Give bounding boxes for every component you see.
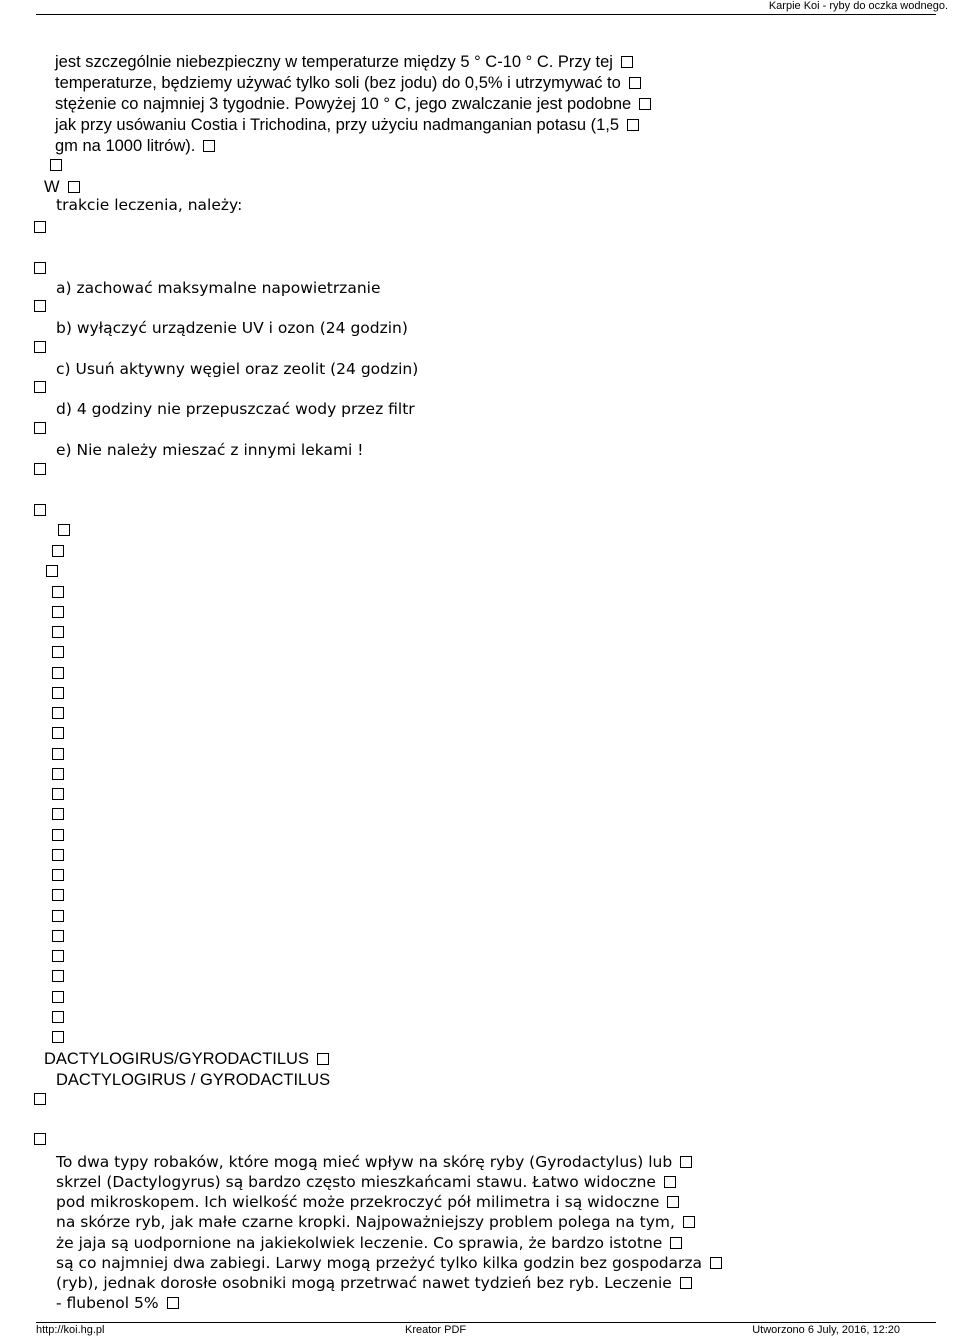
box-glyph	[50, 159, 62, 171]
para1-text: temperaturze, będziemy używać tylko soli (bez jodu) do 0,5% i utrzymywać to	[55, 74, 621, 92]
box-glyph	[52, 991, 64, 1003]
box-glyph	[52, 808, 64, 820]
para2-text: że jaja są uodpornione na jakiekolwiek leczenie. Co sprawia, że bardzo istotne	[56, 1234, 663, 1252]
box-glyph	[52, 748, 64, 760]
box-glyph	[52, 910, 64, 922]
para1-line	[55, 94, 651, 114]
para2-text: - flubenol 5%	[56, 1294, 159, 1312]
box-glyph	[683, 1216, 695, 1228]
footer-created: Utworzono 6 July, 2016, 12:20	[752, 1324, 900, 1336]
para2-text: skrzel (Dactylogyrus) są bardzo często mieszkańcami stawu. Łatwo widoczne	[56, 1173, 656, 1191]
box-glyph	[34, 221, 46, 233]
box-glyph	[52, 950, 64, 962]
box-glyph	[34, 262, 46, 274]
box-glyph	[52, 727, 64, 739]
box-glyph	[639, 98, 651, 110]
para2-line	[56, 1192, 679, 1212]
box-glyph	[52, 606, 64, 618]
para2-line	[56, 1233, 682, 1253]
box-glyph	[34, 422, 46, 434]
para2-line	[56, 1293, 179, 1313]
box-glyph	[317, 1053, 329, 1065]
step-item: a) zachować maksymalne napowietrzanie	[56, 279, 381, 297]
box-glyph	[68, 181, 80, 193]
step-item: b) wyłączyć urządzenie UV i ozon (24 godzin)	[56, 319, 408, 337]
box-glyph	[52, 646, 64, 658]
box-glyph	[34, 463, 46, 475]
page-header-title: Karpie Koi - ryby do oczka wodnego.	[768, 0, 948, 12]
para2-text: To dwa typy robaków, które mogą mieć wpływ na skórę ryby (Gyrodactylus) lub	[56, 1153, 673, 1171]
step-item: d) 4 godziny nie przepuszczać wody przez filtr	[56, 400, 415, 418]
section-heading	[44, 1049, 329, 1069]
box-glyph	[680, 1277, 692, 1289]
box-glyph	[52, 768, 64, 780]
box-glyph	[52, 586, 64, 598]
box-glyph	[670, 1237, 682, 1249]
box-glyph	[710, 1257, 722, 1269]
box-glyph	[34, 1093, 46, 1105]
footer-url[interactable]: http://koi.hg.pl	[36, 1324, 105, 1336]
para2-line	[56, 1253, 722, 1273]
para1-text: jak przy usówaniu Costia i Trichodina, przy użyciu nadmanganian potasu (1,5	[55, 116, 620, 134]
box-glyph	[667, 1196, 679, 1208]
box-glyph	[52, 930, 64, 942]
footer-rule	[36, 1322, 936, 1323]
box-glyph	[52, 1031, 64, 1043]
box-glyph	[34, 1133, 46, 1145]
box-glyph	[52, 626, 64, 638]
para1-text: gm na 1000 litrów).	[55, 137, 196, 155]
para1-line	[55, 115, 639, 135]
box-glyph	[34, 504, 46, 516]
para1-line	[55, 73, 641, 93]
para2-text: na skórze ryb, jak małe czarne kropki. Najpoważniejszy problem polega na tym,	[56, 1213, 675, 1231]
box-glyph	[664, 1176, 676, 1188]
box-glyph	[52, 707, 64, 719]
step-item: e) Nie należy mieszać z innymi lekami !	[56, 441, 364, 459]
box-glyph	[52, 1011, 64, 1023]
para2-line	[56, 1212, 695, 1232]
step-item: c) Usuń aktywny węgiel oraz zeolit (24 godzin)	[56, 360, 419, 378]
box-glyph	[52, 970, 64, 982]
box-glyph	[621, 56, 633, 68]
box-glyph	[52, 829, 64, 841]
w-line	[44, 177, 80, 197]
para2-text: są co najmniej dwa zabiegi. Larwy mogą przeżyć tylko kilka godzin bez gospodarza	[56, 1254, 703, 1272]
footer-generator: Kreator PDF	[405, 1324, 467, 1336]
box-glyph	[34, 341, 46, 353]
box-glyph	[680, 1156, 692, 1168]
box-glyph	[627, 119, 639, 131]
treatment-intro: trakcie leczenia, należy:	[56, 196, 243, 214]
para1-text: stężenie co najmniej 3 tygodnie. Powyżej 10 ° C, jego zwalczanie jest podobne	[55, 95, 632, 113]
box-glyph	[203, 140, 215, 152]
box-glyph	[52, 788, 64, 800]
box-glyph	[52, 545, 64, 557]
para1-line	[55, 52, 633, 72]
box-glyph	[52, 687, 64, 699]
box-glyph	[46, 565, 58, 577]
section-subheading: DACTYLOGIRUS / GYRODACTILUS	[56, 1071, 331, 1089]
para2-text: pod mikroskopem. Ich wielkość może przekroczyć pół milimetra i są widoczne	[56, 1193, 660, 1211]
box-glyph	[52, 849, 64, 861]
box-glyph	[629, 77, 641, 89]
para1-text: jest szczególnie niebezpieczny w temperaturze między 5 ° C-10 ° C. Przy tej	[55, 53, 613, 71]
box-glyph	[58, 524, 70, 536]
para1-line	[55, 136, 215, 156]
box-glyph	[52, 889, 64, 901]
box-glyph	[167, 1297, 179, 1309]
para2-text: (ryb), jednak dorosłe osobniki mogą przetrwać nawet tydzień bez ryb. Leczenie	[56, 1274, 672, 1292]
header-rule	[36, 14, 936, 15]
w-letter: W	[44, 178, 60, 196]
section-heading-text: DACTYLOGIRUS/GYRODACTILUS	[44, 1050, 309, 1068]
box-glyph	[52, 869, 64, 881]
para2-line	[56, 1273, 692, 1293]
para2-line	[56, 1152, 692, 1172]
box-glyph	[52, 667, 64, 679]
para2-line	[56, 1172, 676, 1192]
box-glyph	[34, 381, 46, 393]
box-glyph	[34, 300, 46, 312]
